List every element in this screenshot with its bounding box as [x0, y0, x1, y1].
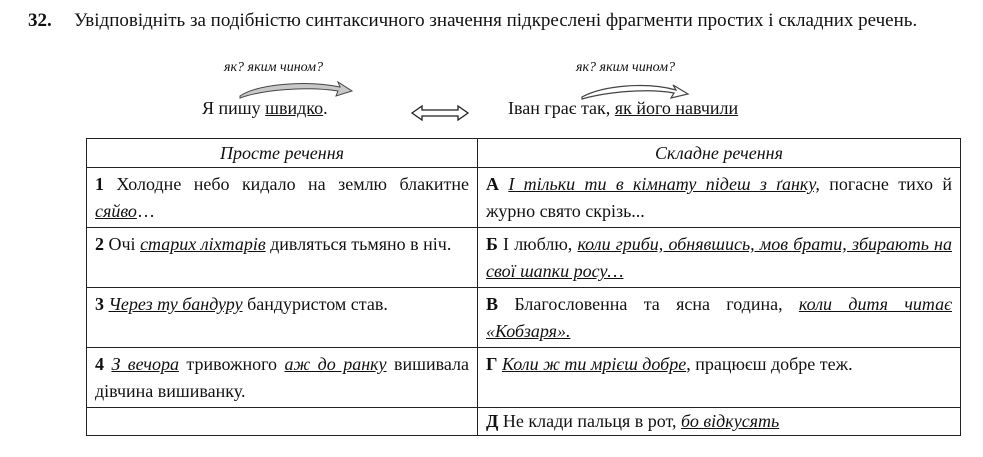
hint-right: як? яким чином?: [576, 60, 676, 75]
item-text: погасне тихо й журно свято скрізь...: [486, 174, 953, 221]
item-number: 2: [95, 234, 104, 254]
item-underlined: аж до ранку: [284, 354, 387, 374]
header-complex: Складне речення: [478, 139, 961, 168]
item-text: [499, 174, 508, 194]
item-letter: А: [486, 174, 499, 194]
item-letter: Б: [486, 234, 498, 254]
task-instruction: Увідповідніть за подібністю синтаксичного значення підкреслені фрагменти простих і складних речень.: [74, 10, 918, 31]
cell-simple-4: [87, 348, 478, 408]
item-underlined: Коли ж ти мрієш добре: [501, 354, 687, 374]
item-text: Благословенна та ясна година,: [498, 294, 799, 314]
table-row: [87, 228, 961, 288]
cell-complex-v: [478, 288, 961, 348]
item-text: Холодне небо кидало на землю блакитне: [104, 174, 469, 194]
header-simple: Просте речення: [87, 139, 478, 168]
matching-table: [86, 138, 961, 436]
item-number: 4: [95, 354, 104, 374]
example-simple-text: Я пишу: [202, 98, 266, 118]
table-row: [87, 408, 961, 436]
cell-complex-h: [478, 348, 961, 408]
cell-complex-a: [478, 168, 961, 228]
example-complex-sentence: [508, 98, 738, 119]
cell-simple-2: [87, 228, 478, 288]
example-simple-underlined: швидко: [265, 98, 324, 118]
item-letter: В: [486, 294, 499, 314]
table-header-row: [87, 139, 961, 168]
item-underlined: старих ліхтарів: [140, 234, 266, 254]
task-number: 32.: [28, 10, 52, 31]
item-underlined: бо відкусять: [681, 411, 780, 431]
example-complex-underlined: як його навчили: [614, 98, 739, 118]
item-underlined: коли гриби, обнявшись, мов брати, збирають на свої шапки росу…: [486, 234, 952, 281]
item-text: Не клади пальця в рот,: [498, 411, 682, 431]
hint-left: як? яким чином?: [224, 60, 324, 75]
item-underlined: коли дитя читає «Кобзаря».: [486, 294, 952, 341]
example-simple-end: .: [323, 98, 328, 118]
item-text: …: [136, 201, 155, 221]
example-complex-text: Іван грає так,: [508, 98, 615, 118]
example-simple-sentence: [202, 98, 328, 119]
item-text: тривожного: [178, 354, 285, 374]
item-underlined: сяйво: [95, 201, 137, 221]
cell-simple-1: [87, 168, 478, 228]
cell-simple-3: [87, 288, 478, 348]
task-heading: [28, 8, 960, 33]
item-letter: Д: [486, 411, 499, 431]
item-letter: Г: [486, 354, 498, 374]
table-row: [87, 348, 961, 408]
cell-complex-b: [478, 228, 961, 288]
double-arrow-icon: [410, 104, 470, 122]
item-number: 3: [95, 294, 104, 314]
item-text: бандуристом став.: [242, 294, 388, 314]
curved-arrow-left-icon: [236, 78, 356, 100]
cell-complex-d: [478, 408, 961, 436]
item-text: , працюєш добре теж.: [686, 354, 853, 374]
cell-simple-empty: [87, 408, 478, 436]
item-underlined: Через ту бандуру: [108, 294, 243, 314]
item-text: дивляться тьмяно в ніч.: [265, 234, 452, 254]
table-row: [87, 168, 961, 228]
item-number: 1: [95, 174, 104, 194]
item-text: І люблю,: [497, 234, 578, 254]
item-text: вишивала дівчина вишиванку.: [95, 354, 469, 401]
item-underlined: І тільки ти в кімнату підеш з ґанку,: [508, 174, 820, 194]
table-row: [87, 288, 961, 348]
item-underlined: З вечора: [111, 354, 179, 374]
item-text: Очі: [104, 234, 141, 254]
